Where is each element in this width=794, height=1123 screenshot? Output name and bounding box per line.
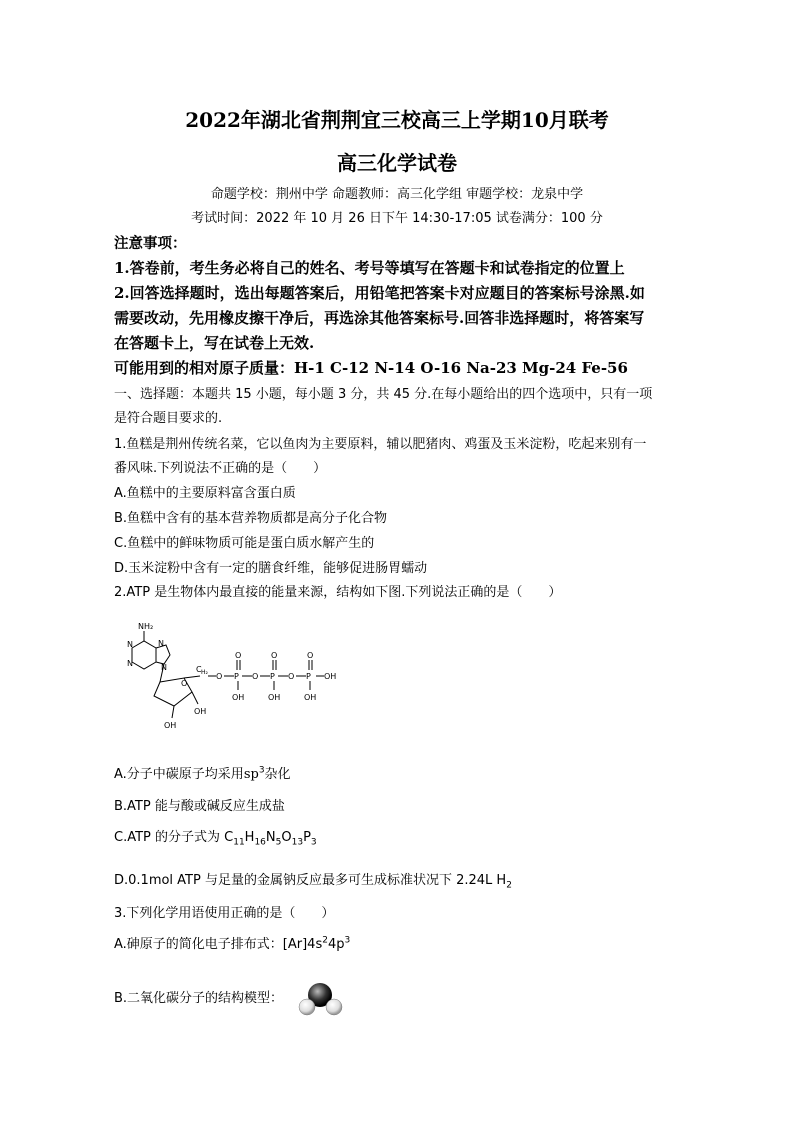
o-label-4: O — [235, 651, 242, 660]
oh-label-1: OH — [164, 721, 177, 730]
option-d-text: D.0.1mol ATP 与足量的金属钠反应最多可生成标准状况下 2.24L H — [114, 873, 507, 888]
formula-h-count: 16 — [254, 837, 266, 848]
question-2-option-d — [114, 869, 512, 891]
h2-label: H₂ — [201, 669, 208, 676]
option-a-sup: 3 — [258, 765, 265, 776]
option-a-tail: 杂化 — [264, 767, 291, 782]
exam-title: 2022年湖北省荆荆宜三校高三上学期10月联考 — [185, 108, 609, 132]
oh-label-3: OH — [232, 693, 245, 702]
question-1-stem-line-1: 1.鱼糕是荆州传统名菜，它以鱼肉为主要原料，辅以肥猪肉、鸡蛋及玉米淀粉，吃起来别有一 — [114, 437, 647, 452]
n-label-1: N — [127, 640, 133, 649]
question-1-option-a: A.鱼糕中的主要原料富含蛋白质 — [114, 486, 296, 501]
section-intro-line-1: 一、选择题：本题共 15 小题，每小题 3 分，共 45 分.在每小题给出的四个选项中，只有一项 — [114, 387, 653, 402]
n-label-3: N — [158, 639, 164, 648]
o-label-3: O — [288, 672, 295, 681]
question-2-option-b: B.ATP 能与酸或碱反应生成盐 — [114, 799, 285, 814]
question-3-stem: 3.下列化学用语使用正确的是（ ） — [114, 906, 335, 921]
formula-o: O — [281, 830, 292, 845]
section-intro-line-2: 是符合题目要求的. — [114, 411, 223, 426]
oh-label-2: OH — [194, 707, 207, 716]
nh2-label: NH₂ — [138, 622, 154, 631]
o-label-5: O — [271, 651, 278, 660]
o-label-1: O — [216, 672, 223, 681]
question-2-option-a — [114, 763, 291, 782]
option-c-text: C.ATP 的分子式为 C — [114, 830, 234, 845]
ch2-bond — [184, 676, 200, 678]
option-a-mid: 4p — [327, 937, 345, 952]
question-2-option-c — [114, 826, 317, 848]
formula-h: H — [244, 830, 255, 845]
p-label-1: P — [234, 672, 239, 681]
exam-meta-authors: 命题学校：荆州中学 命题教师：高三化学组 审题学校：龙泉中学 — [210, 187, 584, 202]
formula-n: N — [265, 830, 276, 845]
p-label-2: P — [270, 672, 275, 681]
oh-label-6: OH — [324, 672, 337, 681]
option-d-sub: 2 — [506, 880, 512, 891]
n-label-2: N — [127, 659, 133, 668]
question-1-option-d: D.玉米淀粉中含有一定的膳食纤维，能够促进肠胃蠕动 — [114, 561, 428, 576]
formula-p: P — [303, 830, 311, 845]
p-label-3: P — [306, 672, 311, 681]
oh-label-4: OH — [268, 693, 281, 702]
oh-bond-1 — [172, 706, 174, 718]
notice-item-2-line-3: 在答题卡上，写在试卷上无效. — [114, 334, 315, 352]
notice-item-2-line-2: 需要改动，先用橡皮擦干净后，再选涂其他答案标号.回答非选择题时，将答案写 — [114, 309, 645, 327]
n-label-4: N — [161, 663, 167, 672]
atp-structure-diagram — [112, 618, 342, 738]
ch2-label: C — [196, 665, 202, 674]
question-1-option-c: C.鱼糕中的鲜味物质可能是蛋白质水解产生的 — [114, 536, 375, 551]
exam-meta-time: 考试时间：2022 年 10 月 26 日下午 14:30-17:05 试卷满分：100 分 — [191, 211, 603, 226]
notice-item-2-line-1: 2.回答选择题时，选出每题答案后，用铅笔把答案卡对应题目的答案标号涂黑.如 — [114, 284, 645, 302]
oxygen-atom-2 — [326, 999, 342, 1015]
question-3-option-a — [114, 933, 350, 952]
o-label-6: O — [307, 651, 314, 660]
option-a-text: A.分子中碳原子均采用 — [114, 767, 244, 782]
notice-heading: 注意事项： — [114, 235, 187, 252]
formula-o-count: 13 — [291, 837, 304, 848]
notice-item-1: 1.答卷前，考生务必将自己的姓名、考号等填写在答题卡和试卷指定的位置上 — [114, 259, 625, 277]
co2-model-image — [296, 979, 344, 1021]
option-a-sp: sp — [243, 767, 259, 782]
formula-p-count: 3 — [310, 837, 317, 848]
option-a-sup-2: 3 — [344, 935, 351, 946]
option-a-text: A.砷原子的简化电子排布式：[Ar]4s — [114, 937, 323, 952]
purine-six-ring — [132, 641, 156, 669]
ring-o-label: O — [181, 679, 188, 688]
question-2-stem: 2.ATP 是生物体内最直接的能量来源，结构如下图.下列说法正确的是（ ） — [114, 585, 562, 600]
formula-c-count: 11 — [233, 837, 245, 848]
question-1-stem-line-2: 番风味.下列说法不正确的是（ ） — [114, 461, 327, 476]
atomic-masses: 可能用到的相对原子质量：H-1 C-12 N-14 O-16 Na-23 Mg-24 Fe-56 — [114, 359, 628, 377]
oh-bond-2 — [192, 692, 198, 704]
formula-n-count: 5 — [275, 837, 282, 848]
oxygen-atom-1 — [299, 999, 315, 1015]
o-label-2: O — [252, 672, 259, 681]
question-3-option-b: B.二氧化碳分子的结构模型： — [114, 991, 284, 1006]
option-a-sup-1: 2 — [322, 935, 328, 946]
exam-subtitle: 高三化学试卷 — [337, 151, 457, 175]
question-1-option-b: B.鱼糕中含有的基本营养物质都是高分子化合物 — [114, 511, 388, 526]
oh-label-5: OH — [304, 693, 317, 702]
